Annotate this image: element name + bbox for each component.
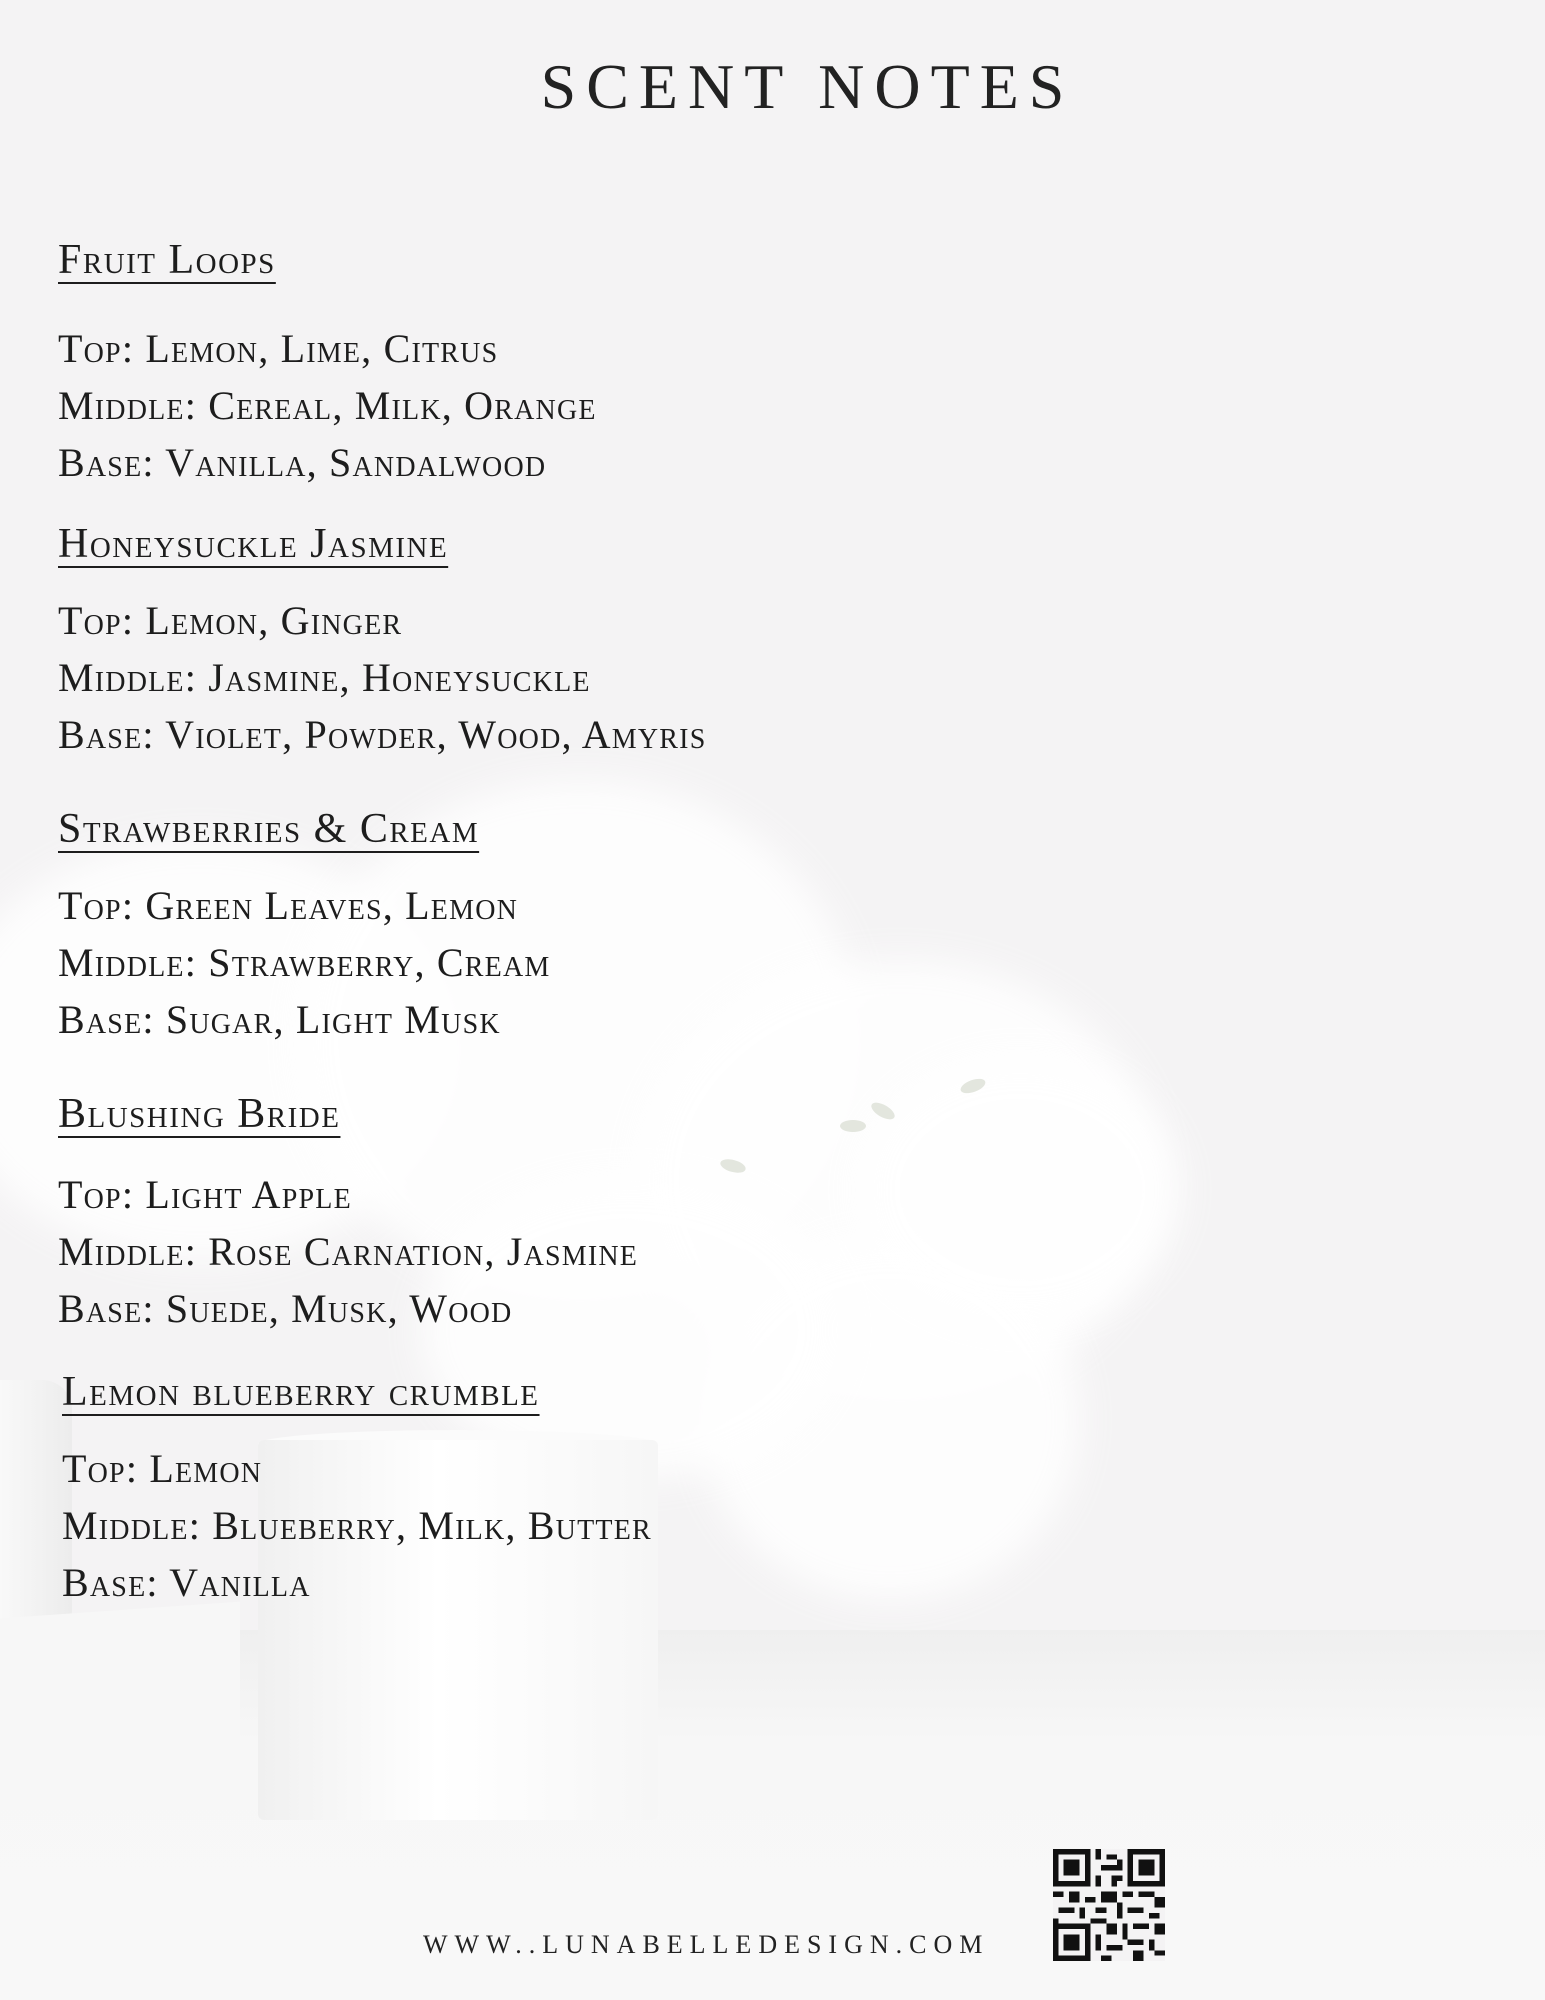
middle-note: Middle: Blueberry, Milk, Butter: [62, 1503, 652, 1548]
scent-name: Lemon blueberry crumble: [62, 1369, 540, 1415]
base-note: Base: Sugar, Light Musk: [58, 997, 501, 1042]
base-note: Base: Vanilla: [62, 1560, 311, 1605]
top-note: Top: Lemon, Lime, Citrus: [58, 326, 499, 371]
middle-note: Middle: Strawberry, Cream: [58, 940, 551, 985]
top-note: Top: Lemon, Ginger: [58, 598, 403, 643]
scent-name: Blushing Bride: [58, 1091, 341, 1137]
page-title: SCENT NOTES: [540, 51, 1075, 122]
top-note: Top: Lemon: [62, 1446, 263, 1491]
scent-section-blushing-bride: [58, 1090, 638, 1337]
scent-name: Honeysuckle Jasmine: [58, 521, 449, 567]
middle-note: Middle: Jasmine, Honeysuckle: [58, 655, 591, 700]
base-note: Base: Violet, Powder, Wood, Amyris: [58, 712, 707, 757]
scent-section-strawberries-cream: [58, 805, 550, 1048]
scent-name: Strawberries & Cream: [58, 806, 480, 852]
top-note: Top: Green Leaves, Lemon: [58, 883, 519, 928]
qr-code-icon: [1053, 1849, 1165, 1961]
top-note: Top: Light Apple: [58, 1172, 352, 1217]
middle-note: Middle: Cereal, Milk, Orange: [58, 383, 597, 428]
website-url: WWW..LUNABELLEDESIGN.COM: [423, 1930, 990, 1959]
scent-section-honeysuckle-jasmine: [58, 520, 706, 763]
base-note: Base: Suede, Musk, Wood: [58, 1286, 513, 1331]
scent-name: Fruit Loops: [58, 237, 276, 283]
base-note: Base: Vanilla, Sandalwood: [58, 440, 547, 485]
scent-section-lemon-blueberry-crumble: [62, 1368, 652, 1611]
middle-note: Middle: Rose Carnation, Jasmine: [58, 1229, 639, 1274]
scent-section-fruit-loops: [58, 236, 597, 491]
